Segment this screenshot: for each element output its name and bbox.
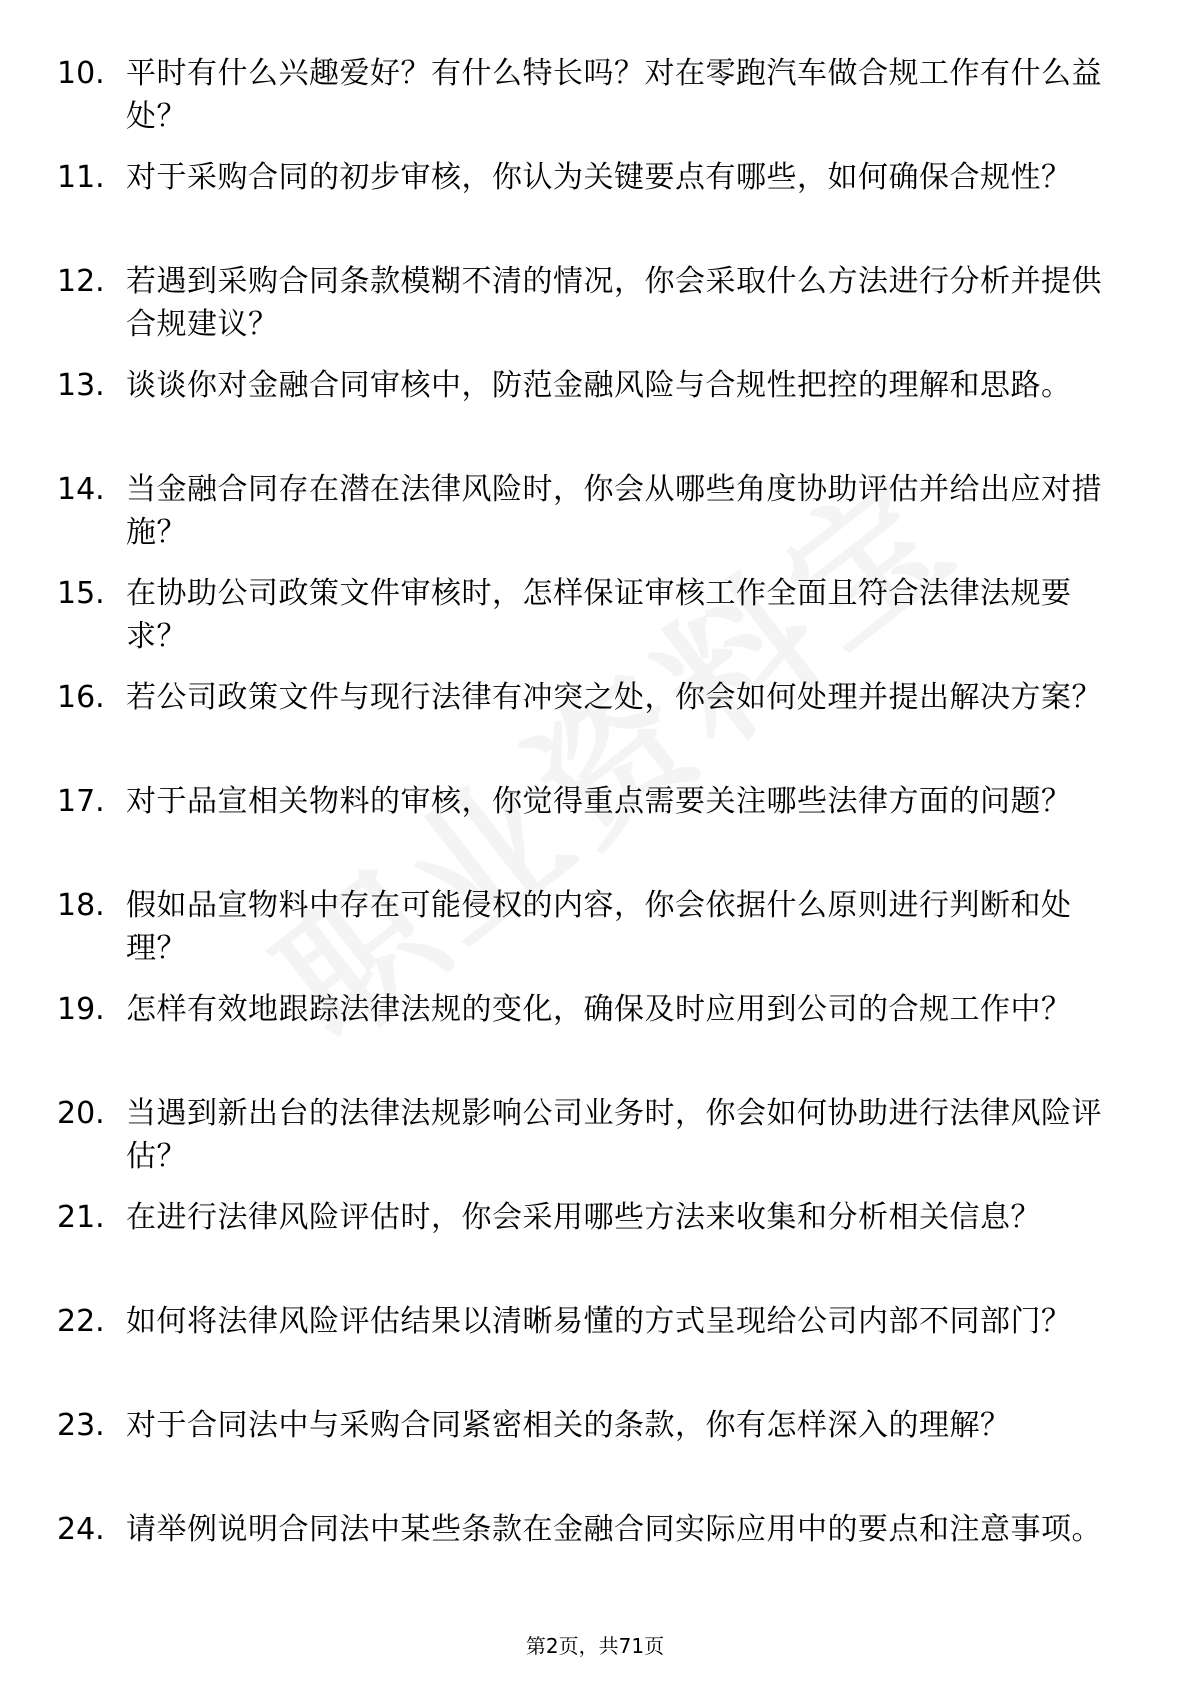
question-number: 22. [57,1304,105,1339]
question-item [0,260,1190,364]
question-text: 若公司政策文件与现行法律有冲突之处，你会如何处理并提出解决方案？ [126,680,1102,715]
question-number: 24. [57,1512,105,1547]
question-text: 在进行法律风险评估时，你会采用哪些方法来收集和分析相关信息？ [126,1200,1041,1235]
question-number: 11. [57,160,105,195]
question-text: 若遇到采购合同条款模糊不清的情况，你会采取什么方法进行分析并提供合规建议？ [126,264,1102,342]
question-item [0,884,1190,988]
question-text: 怎样有效地跟踪法律法规的变化，确保及时应用到公司的合规工作中？ [126,992,1072,1027]
question-number: 12. [57,264,105,299]
question-item [0,468,1190,572]
question-text: 平时有什么兴趣爱好？有什么特长吗？对在零跑汽车做合规工作有什么益处？ [126,56,1102,134]
question-item [0,156,1190,260]
question-item [0,1196,1190,1300]
question-text: 请举例说明合同法中某些条款在金融合同实际应用中的要点和注意事项。 [126,1512,1102,1547]
question-text: 当金融合同存在潜在法律风险时，你会从哪些角度协助评估并给出应对措施？ [126,472,1102,550]
question-item [0,780,1190,884]
question-number: 21. [57,1200,105,1235]
question-text: 对于合同法中与采购合同紧密相关的条款，你有怎样深入的理解？ [126,1408,1011,1443]
question-item [0,988,1190,1092]
question-item [0,676,1190,780]
question-text: 对于品宣相关物料的审核，你觉得重点需要关注哪些法律方面的问题？ [126,784,1072,819]
question-number: 19. [57,992,105,1027]
question-text: 谈谈你对金融合同审核中，防范金融风险与合规性把控的理解和思路。 [126,368,1072,403]
question-text: 当遇到新出台的法律法规影响公司业务时，你会如何协助进行法律风险评估？ [126,1096,1102,1174]
page-number: 第2页，共71页 [525,1634,665,1658]
question-list [0,52,1190,1612]
question-number: 13. [57,368,105,403]
question-number: 20. [57,1096,105,1131]
question-number: 17. [57,784,105,819]
question-text: 假如品宣物料中存在可能侵权的内容，你会依据什么原则进行判断和处理？ [126,888,1072,966]
question-number: 23. [57,1408,105,1443]
question-number: 15. [57,576,105,611]
question-number: 18. [57,888,105,923]
question-number: 16. [57,680,105,715]
question-number: 14. [57,472,105,507]
question-number: 10. [57,56,105,91]
question-item [0,1508,1190,1612]
question-item [0,52,1190,156]
question-item [0,1092,1190,1196]
question-item [0,572,1190,676]
question-text: 如何将法律风险评估结果以清晰易懂的方式呈现给公司内部不同部门？ [126,1304,1072,1339]
question-item [0,1404,1190,1508]
question-text: 对于采购合同的初步审核，你认为关键要点有哪些，如何确保合规性？ [126,160,1072,195]
question-item [0,1300,1190,1404]
question-item [0,364,1190,468]
question-text: 在协助公司政策文件审核时，怎样保证审核工作全面且符合法律法规要求？ [126,576,1072,654]
